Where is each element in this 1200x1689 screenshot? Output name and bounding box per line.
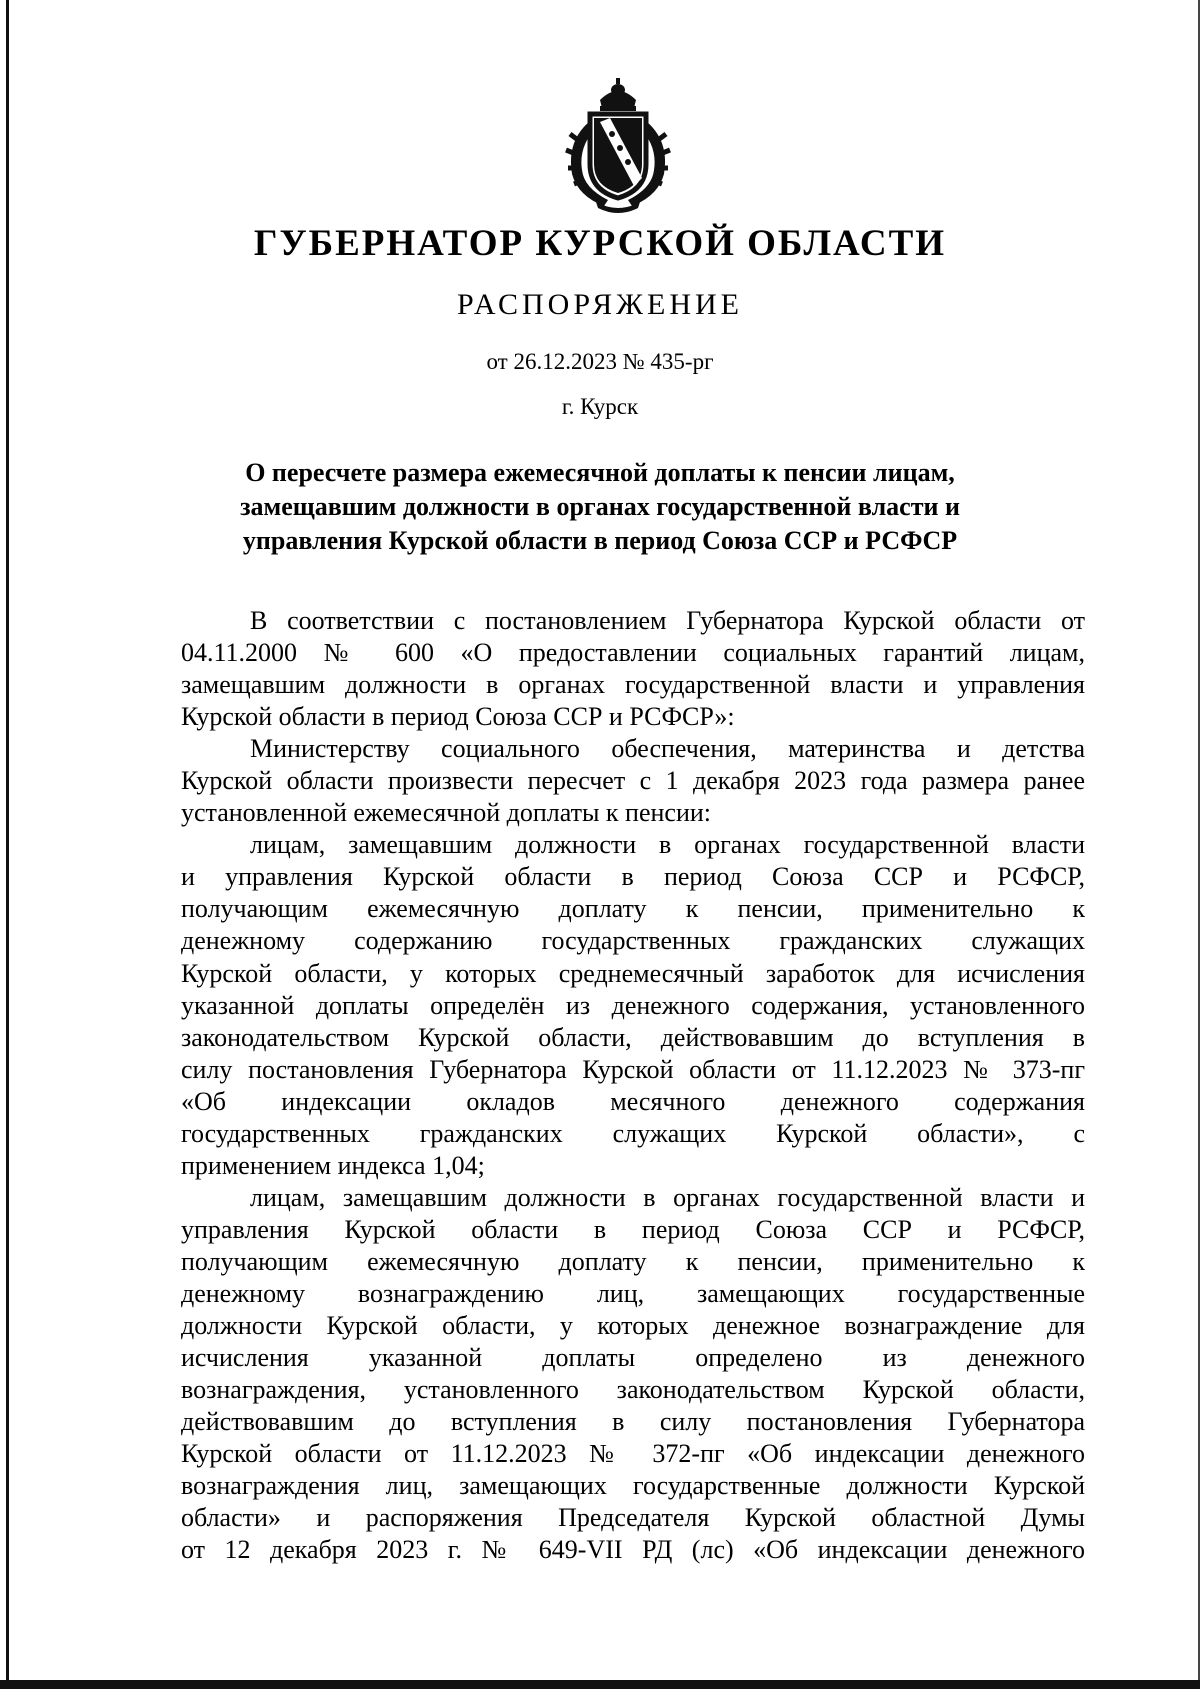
body-line: области» и распоряжения Председателя Курской областной Думы	[181, 1503, 1085, 1533]
body-line: Курской области, у которых среднемесячный заработок для исчисления	[181, 958, 1085, 988]
body-line: установленной ежемесячной доплаты к пенсии:	[181, 798, 712, 828]
subject-line: управления Курской области в период Союза ССР и РСФСР	[242, 526, 958, 555]
body-line: замещавшим должности в органах государственной власти и управления	[181, 670, 1085, 700]
body-line: Курской области от 11.12.2023 № 372-пг «Об индексации денежного	[181, 1439, 1085, 1469]
body-line: от 12 декабря 2023 г. № 649-VII РД (лс) «Об индексации денежного	[181, 1535, 1085, 1565]
document-city: г. Курск	[561, 394, 639, 419]
body-line: управления Курской области в период Союза ССР и РСФСР,	[181, 1214, 1085, 1244]
body-line: денежному вознаграждению лиц, замещающих государственные	[181, 1278, 1085, 1308]
body-line: исчисления указанной доплаты определено из денежного	[181, 1343, 1085, 1373]
body-line: получающим ежемесячную доплату к пенсии, применительно к	[181, 894, 1085, 924]
body-line: вознаграждения лиц, замещающих государственные должности Курской	[181, 1471, 1085, 1501]
authority-title: ГУБЕРНАТОР КУРСКОЙ ОБЛАСТИ	[253, 223, 947, 264]
body-line: Курской области в период Союза ССР и РСФСР»:	[181, 702, 735, 732]
body-line: государственных гражданских служащих Курской области», с	[181, 1118, 1085, 1148]
scan-edge-bottom	[0, 1680, 1200, 1689]
body-line: денежному содержанию государственных гражданских служащих	[181, 926, 1085, 956]
body-line: силу постановления Губернатора Курской области от 11.12.2023 № 373-пг	[181, 1054, 1085, 1084]
document-body	[181, 605, 1085, 1566]
body-line: лицам, замещавшим должности в органах государственной власти и	[250, 1182, 1085, 1212]
document-subject	[0, 456, 1200, 558]
body-line: Курской области произвести пересчет с 1 декабря 2023 года размера ранее	[181, 766, 1085, 796]
coat-of-arms-icon	[560, 78, 676, 214]
body-line: 04.11.2000 № 600 «О предоставлении социальных гарантий лицам,	[181, 638, 1085, 668]
body-line: действовавшим до вступления в силу постановления Губернатора	[181, 1407, 1085, 1437]
body-line: применением индекса 1,04;	[181, 1150, 485, 1180]
body-line: «Об индексации окладов месячного денежного содержания	[181, 1086, 1085, 1116]
body-line: должности Курской области, у которых денежное вознаграждение для	[181, 1311, 1085, 1341]
body-line: указанной доплаты определён из денежного содержания, установленного	[181, 990, 1085, 1020]
document-date-number: от 26.12.2023 № 435-рг	[486, 349, 714, 374]
subject-line: замещавшим должности в органах государственной власти и	[240, 492, 960, 521]
body-line: и управления Курской области в период Союза ССР и РСФСР,	[181, 862, 1085, 892]
document-type: РАСПОРЯЖЕНИЕ	[456, 288, 744, 321]
body-line: вознаграждения, установленного законодательством Курской области,	[181, 1375, 1085, 1405]
subject-line: О пересчете размера ежемесячной доплаты к пенсии лицам,	[245, 458, 955, 487]
body-line: В соответствии с постановлением Губернатора Курской области от	[250, 606, 1085, 635]
body-line: законодательством Курской области, действовавшим до вступления в	[181, 1022, 1085, 1052]
body-line: получающим ежемесячную доплату к пенсии, применительно к	[181, 1246, 1085, 1276]
body-line: лицам, замещавшим должности в органах государственной власти	[250, 830, 1085, 860]
body-line: Министерству социального обеспечения, материнства и детства	[250, 734, 1085, 764]
